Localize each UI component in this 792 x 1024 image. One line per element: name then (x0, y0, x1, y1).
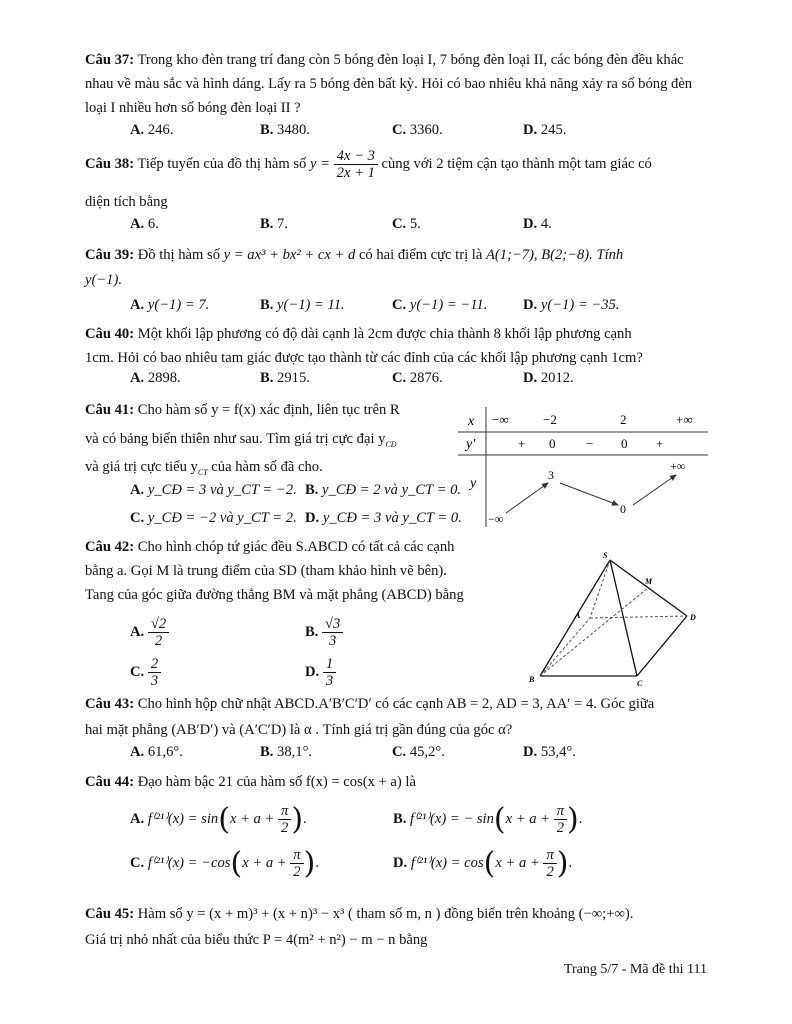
table-x-0: −∞ (492, 412, 509, 427)
q41-option-c[interactable]: C. y_CĐ = −2 và y_CT = 2. (130, 510, 297, 526)
q41-option-b[interactable]: B. y_CĐ = 2 và y_CT = 0. (305, 482, 462, 498)
label-M: M (645, 577, 653, 586)
q43-option-b[interactable]: B. 38,1°. (260, 744, 313, 760)
q40-option-a[interactable]: A. 2898. (130, 370, 181, 386)
table-sign-3: 0 (621, 436, 628, 451)
q38-fraction: $\frac{4x - 3}{2x + 1}$ (334, 148, 378, 181)
table-sign-1: 0 (549, 436, 556, 451)
q37-option-c[interactable]: C. 3360. (392, 122, 443, 138)
q41-option-a[interactable]: A. y_CĐ = 3 và y_CT = −2. (130, 482, 297, 498)
label-C: C (637, 679, 643, 688)
table-y-1: 3 (548, 468, 554, 482)
q39-option-b[interactable]: B. y(−1) = 11. (260, 297, 345, 313)
label-A: A (575, 611, 581, 620)
q43-option-a[interactable]: A. 61,6°. (130, 744, 183, 760)
q40-option-d[interactable]: D. 2012. (523, 370, 574, 386)
label-D: D (690, 613, 696, 622)
table-x-1: −2 (543, 412, 557, 427)
table-x-3: +∞ (676, 412, 693, 427)
arrow-up-1 (506, 483, 548, 513)
question-40: Câu 40: Một khối lập phương có độ dài cạnh là 2cm được chia thành 8 khối lập phương cạnh (85, 326, 632, 342)
table-sign-2: − (586, 436, 594, 451)
q40-option-b[interactable]: B. 2915. (260, 370, 310, 386)
q39-option-d[interactable]: D. y(−1) = −35. (523, 297, 620, 313)
label-S: S (603, 551, 608, 560)
edge-CD (637, 616, 687, 676)
table-y-0: −∞ (488, 512, 504, 526)
question-37 (85, 48, 707, 120)
q40-line2: 1cm. Hỏi có bao nhiêu tam giác được tạo thành từ các đỉnh của các khối lập phương cạnh 1cm? (85, 350, 643, 366)
q39-option-c[interactable]: C. y(−1) = −11. (392, 297, 488, 313)
q41-option-d[interactable]: D. y_CĐ = 3 và y_CT = 0. (305, 510, 462, 526)
q43-option-c[interactable]: C. 45,2°. (392, 744, 445, 760)
q38-option-b[interactable]: B. 7. (260, 216, 288, 232)
q38-option-a[interactable]: A. 6. (130, 216, 159, 232)
variation-table (458, 405, 708, 527)
table-y-2: 0 (620, 502, 626, 516)
question-45: Câu 45: Hàm số y = (x + m)³ + (x + n)³ − x³ ( tham số m, n ) đồng biến trên khoảng (−∞;+∞). (85, 906, 634, 922)
q44-option-d[interactable]: D. f⁽²¹⁾(x) = cos(x + a + $\frac{\pi}{2}$ ). (393, 846, 573, 881)
table-yp-label: y′ (466, 437, 476, 452)
pyramid-figure (525, 548, 705, 688)
question-41: Câu 41: Cho hàm số y = f(x) xác định, liên tục trên R (85, 402, 400, 418)
edge-AD (590, 616, 687, 618)
question-42: Câu 42: Cho hình chóp tứ giác đều S.ABCD có tất cả các cạnh (85, 539, 455, 555)
table-x-2: 2 (620, 412, 627, 427)
q37-option-a[interactable]: A. 246. (130, 122, 174, 138)
q38-line2: diện tích bằng (85, 194, 168, 210)
q42-option-b[interactable]: B. $\frac{√3}{3}$ (305, 616, 343, 649)
page-footer: Trang 5/7 - Mã đề thi 111 (563, 962, 707, 977)
q37-text: Trong kho đèn trang trí đang còn 5 bóng đèn loại I, 7 bóng đèn loại II, các bóng đèn đều khác nhau về màu sắc và hình dáng. Lấy ra 5 bóng đèn bất kỳ. Hỏi có bao nhiêu khả năng xảy ra số bóng đèn loại I nhiều hơn số bóng đèn loại II ? (85, 52, 693, 116)
q44-option-a[interactable]: A. f⁽²¹⁾(x) = sin(x + a + $\frac{\pi}{2}$ ). (130, 802, 307, 837)
q40-option-c[interactable]: C. 2876. (392, 370, 443, 386)
q37-option-d[interactable]: D. 245. (523, 122, 567, 138)
q42-option-c[interactable]: C. $\frac{2}{3}$ (130, 656, 161, 689)
table-sign-4: + (656, 436, 664, 451)
table-sign-0: + (518, 436, 526, 451)
q39-option-a[interactable]: A. y(−1) = 7. (130, 297, 210, 313)
edge-BA (540, 618, 590, 676)
table-x-label: x (468, 414, 475, 429)
q38-option-c[interactable]: C. 5. (392, 216, 421, 232)
q39-line2: y(−1). (85, 272, 122, 288)
q44-option-c[interactable]: C. f⁽²¹⁾(x) = −cos(x + a + $\frac{\pi}{2}$ ). (130, 846, 319, 881)
q42-option-a[interactable]: A. $\frac{√2}{2}$ (130, 616, 169, 649)
question-43: Câu 43: Cho hình hộp chữ nhật ABCD.A′B′C′D′ có các cạnh AB = 2, AD = 3, AA′ = 4. Góc giữa (85, 696, 655, 712)
table-y-label: y (470, 476, 477, 491)
q37-option-b[interactable]: B. 3480. (260, 122, 310, 138)
arrow-down (560, 483, 618, 505)
table-y-3: +∞ (670, 459, 686, 473)
label-B: B (529, 675, 535, 684)
arrow-up-2 (633, 475, 676, 505)
question-44: Câu 44: Đạo hàm bậc 21 của hàm số f(x) = cos(x + a) là (85, 774, 416, 790)
q37-label: Câu 37: (85, 52, 135, 68)
q44-option-b[interactable]: B. f⁽²¹⁾(x) = − sin(x + a + $\frac{\pi}{2}$ ). (393, 802, 583, 837)
question-39: Câu 39: Đồ thị hàm số y = ax³ + bx² + cx + d có hai điểm cực trị là A(1;−7), B(2;−8). Tính (85, 247, 624, 263)
question-38: Câu 38: Tiếp tuyến của đồ thị hàm số y = $\frac{4x - 3}{2x + 1}$ cùng với 2 tiệm cận tạo thành một tam giác có (85, 148, 652, 181)
q43-option-d[interactable]: D. 53,4°. (523, 744, 576, 760)
q38-option-d[interactable]: D. 4. (523, 216, 552, 232)
q38-label: Câu 38: (85, 155, 135, 172)
segment-BM (540, 588, 648, 676)
q42-option-d[interactable]: D. $\frac{1}{3}$ (305, 656, 336, 689)
